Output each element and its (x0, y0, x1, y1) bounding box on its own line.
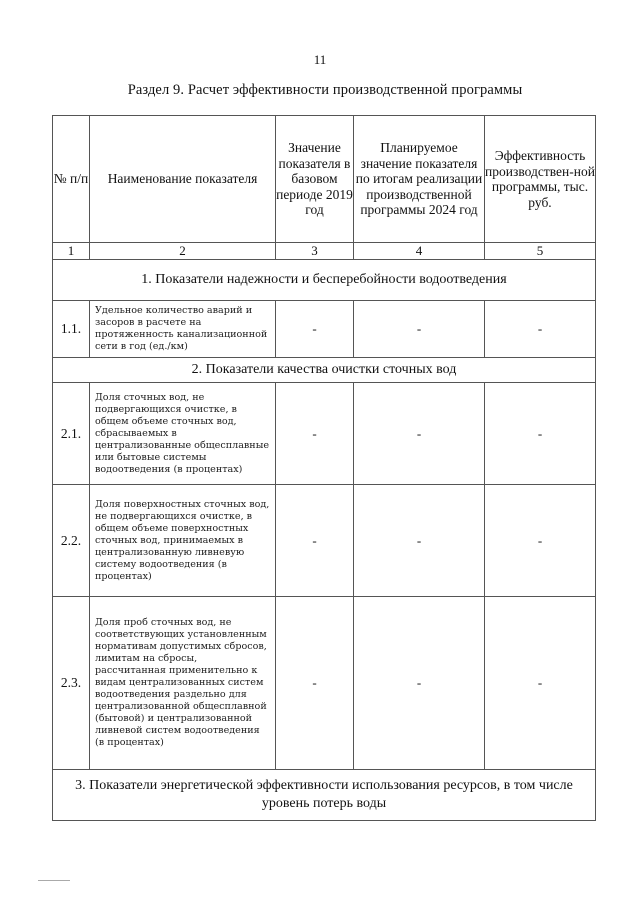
group-row-reliability (53, 260, 596, 301)
column-number: 1 (53, 243, 90, 260)
group-row-energy-efficiency (53, 770, 596, 821)
group-title: 2. Показатели качества очистки сточных вод (53, 358, 596, 383)
footer-divider (38, 880, 70, 881)
header-planned-value: Планируемое значение показателя по итогам реализации производственной программы 2024 год (354, 116, 485, 243)
row-base-value: - (276, 383, 354, 485)
row-planned-value: - (354, 597, 485, 770)
column-number: 3 (276, 243, 354, 260)
column-number: 4 (354, 243, 485, 260)
row-base-value: - (276, 301, 354, 358)
section-title: Раздел 9. Расчет эффективности производственной программы (127, 82, 523, 98)
group-row-treatment-quality (53, 358, 596, 383)
row-name: Удельное количество аварий и засоров в расчете на протяженность канализационной сети в год (ед./км) (90, 301, 276, 358)
row-number: 2.2. (53, 485, 90, 597)
row-number: 2.1. (53, 383, 90, 485)
table-header-row (53, 116, 596, 243)
row-efficiency: - (485, 301, 596, 358)
row-name: Доля поверхностных сточных вод, не подвергающихся очистке, в общем объеме поверхностных сточных вод, принимаемых в централизованную ливневую систему водоотведения (в процентах) (90, 485, 276, 597)
table-row (53, 301, 596, 358)
row-planned-value: - (354, 301, 485, 358)
row-base-value: - (276, 597, 354, 770)
group-title: 1. Показатели надежности и бесперебойности водоотведения (53, 260, 596, 301)
header-efficiency: Эффективность производствен-ной программы, тыс. руб. (485, 116, 596, 243)
row-efficiency: - (485, 597, 596, 770)
row-number: 2.3. (53, 597, 90, 770)
table-row (53, 597, 596, 770)
row-name: Доля сточных вод, не подвергающихся очистке, в общем объеме сточных вод, сбрасываемых в централизованные общесплавные или бытовые системы водоотведения (в процентах) (90, 383, 276, 485)
page-number: 11 (313, 52, 327, 67)
header-num: № п/п (53, 116, 90, 243)
row-efficiency: - (485, 383, 596, 485)
row-name: Доля проб сточных вод, не соответствующих установленным нормативам допустимых сбросов, лимитам на сбросы, рассчитанная применительно к видам централизованных систем водоотведения раздельно для централизованной общесплавной (бытовой) и централизованной ливневой систем водоотведения (в процентах) (90, 597, 276, 770)
row-planned-value: - (354, 383, 485, 485)
header-name: Наименование показателя (90, 116, 276, 243)
row-base-value: - (276, 485, 354, 597)
row-number: 1.1. (53, 301, 90, 358)
column-number-row (53, 243, 596, 260)
efficiency-table (52, 115, 596, 821)
table-row (53, 383, 596, 485)
column-number: 5 (485, 243, 596, 260)
row-efficiency: - (485, 485, 596, 597)
table-row (53, 485, 596, 597)
group-title: 3. Показатели энергетической эффективности использования ресурсов, в том числе уровень потерь воды (53, 770, 596, 821)
row-planned-value: - (354, 485, 485, 597)
header-base-value: Значение показателя в базовом периоде 2019 год (276, 116, 354, 243)
column-number: 2 (90, 243, 276, 260)
